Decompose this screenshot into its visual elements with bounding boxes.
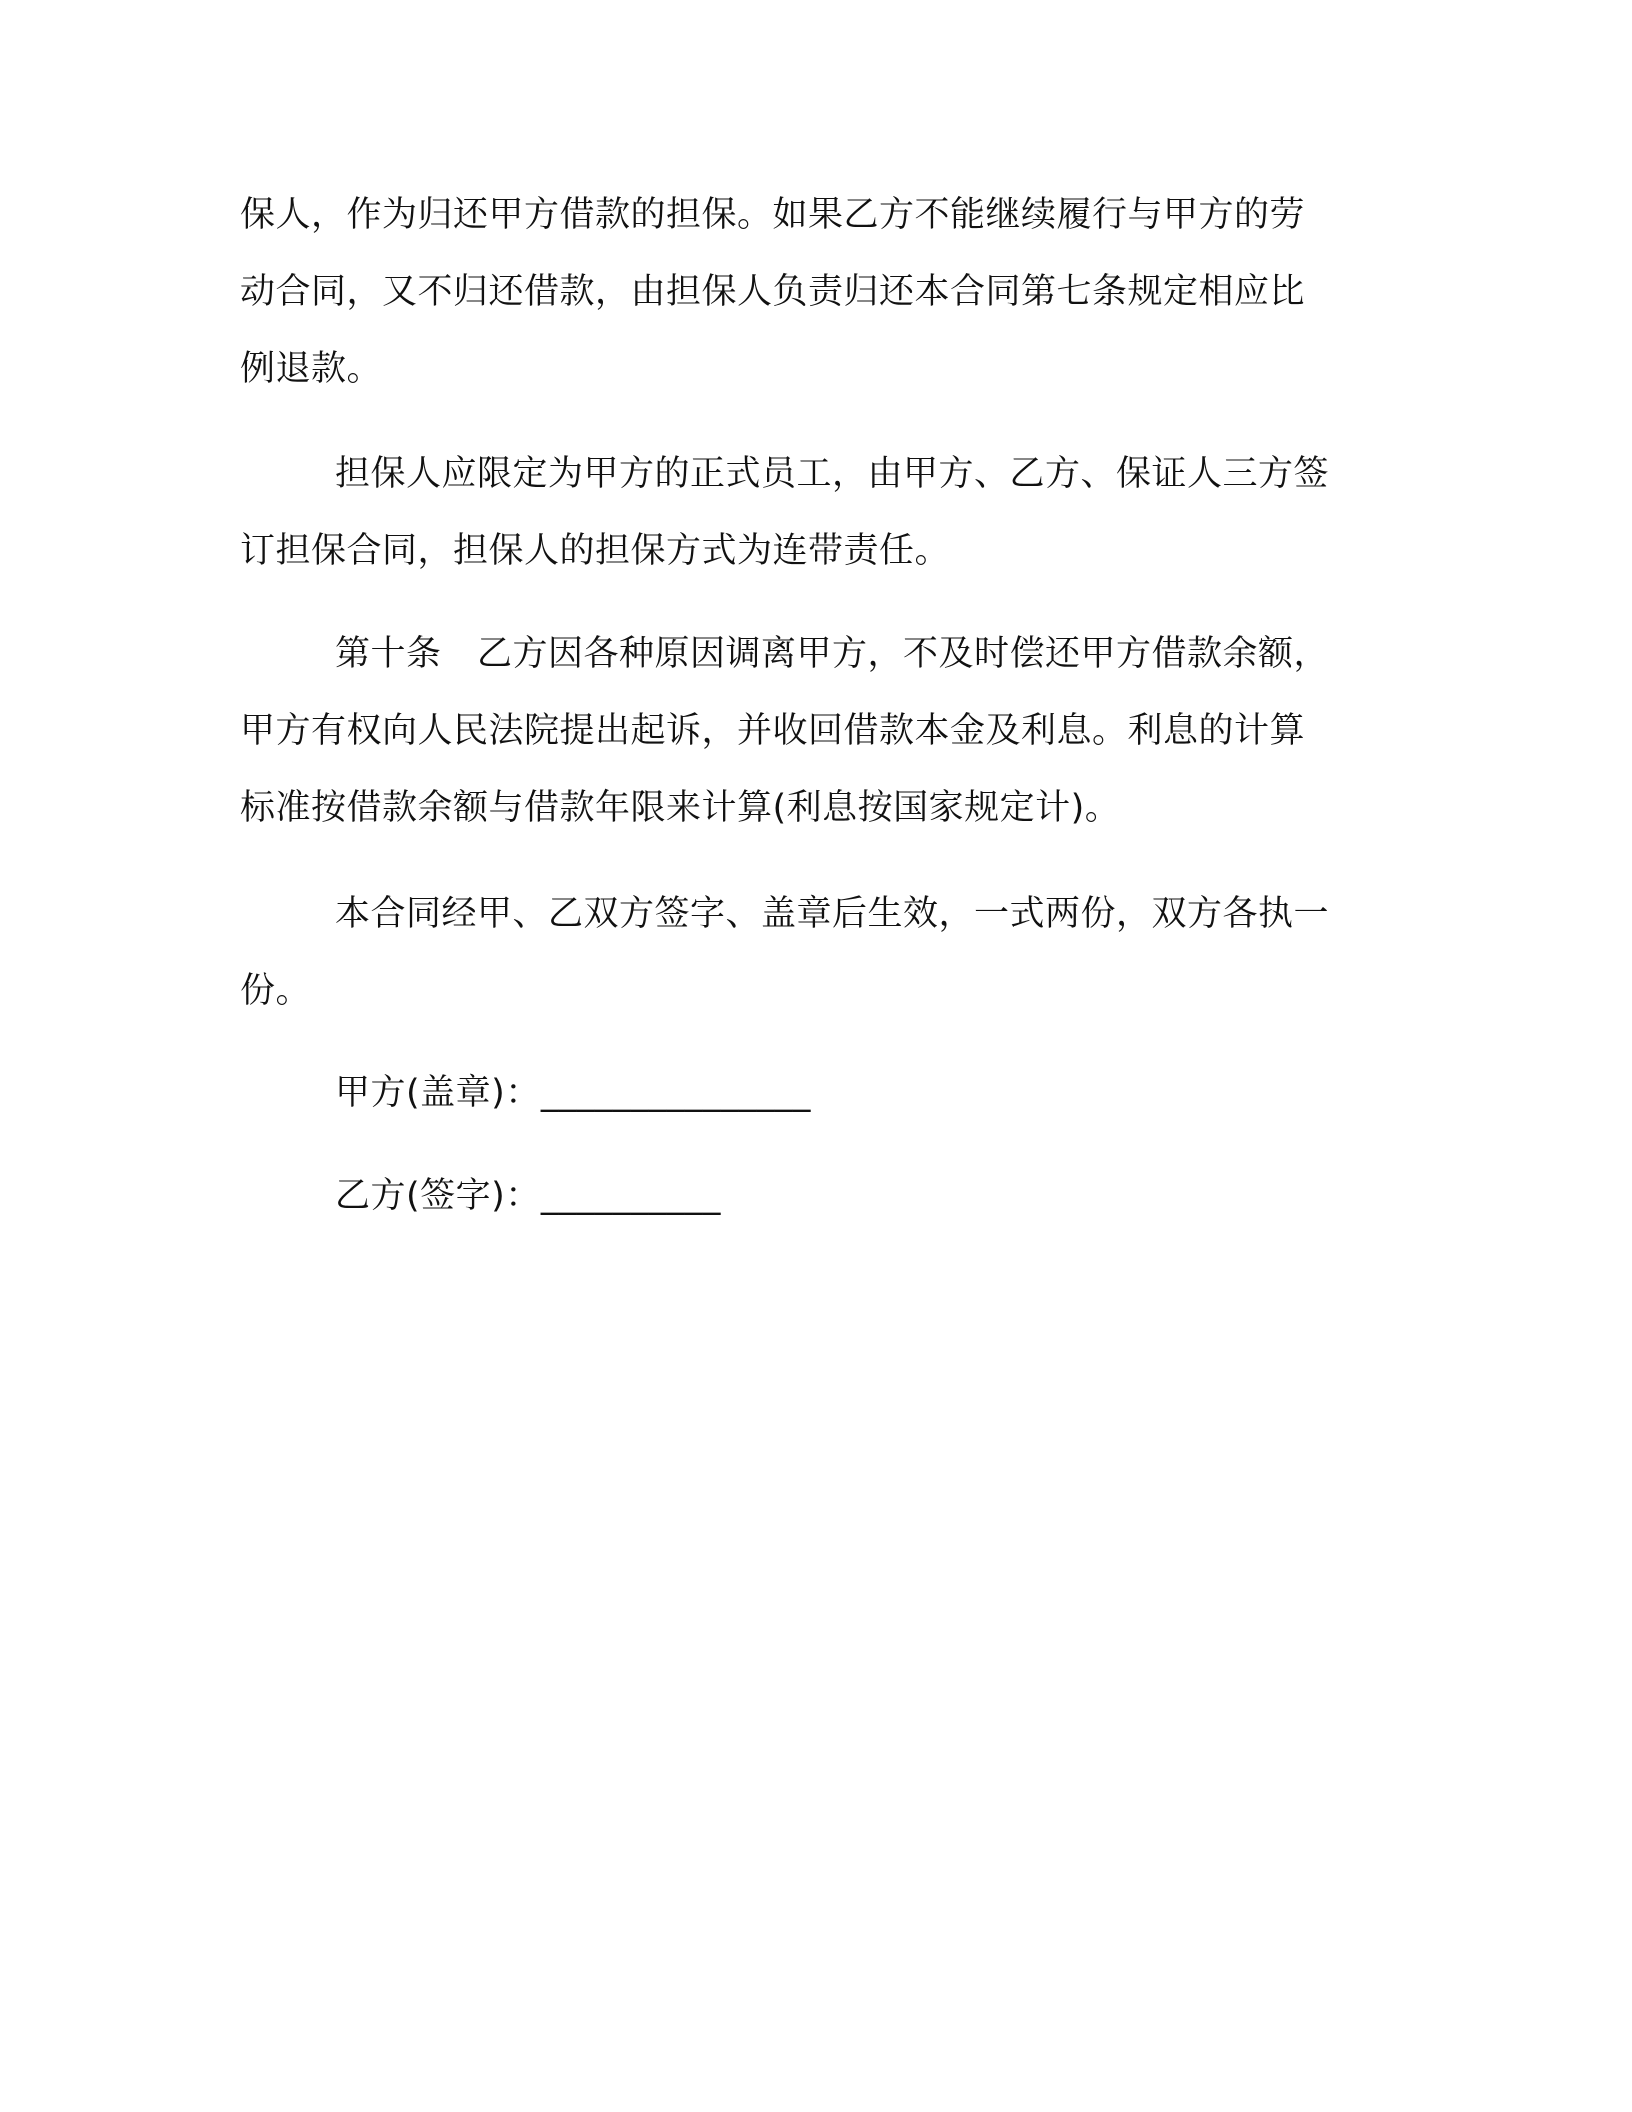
paragraph-line: 保人，作为归还甲方借款的担保。如果乙方不能继续履行与甲方的劳 <box>240 195 1306 235</box>
paragraph-line: 甲方有权向人民法院提出起诉，并收回借款本金及利息。利息的计算 <box>240 711 1306 751</box>
paragraph-line: 标准按借款余额与借款年限来计算(利息按国家规定计)。 <box>240 788 1121 828</box>
paragraph-line: 例退款。 <box>240 349 383 389</box>
paragraph-guarantor-requirement <box>240 436 1390 590</box>
paragraph-line: 第十条 乙方因各种原因调离甲方，不及时偿还甲方借款余额， <box>335 634 1330 674</box>
paragraph-line: 动合同，又不归还借款，由担保人负责归还本合同第七条规定相应比 <box>240 272 1306 312</box>
party-a-signature-blank[interactable]: _______________ <box>540 1073 811 1113</box>
paragraph-line: 担保人应限定为甲方的正式员工，由甲方、乙方、保证人三方签 <box>335 454 1330 494</box>
party-b-label: 乙方(签字)： <box>335 1176 541 1216</box>
signature-party-b <box>240 1158 1390 1235</box>
signature-party-a <box>240 1055 1390 1132</box>
paragraph-effectiveness <box>240 876 1390 1030</box>
party-a-label: 甲方(盖章)： <box>335 1073 541 1113</box>
paragraph-line: 份。 <box>240 971 312 1011</box>
paragraph-line: 订担保合同，担保人的担保方式为连带责任。 <box>240 531 951 571</box>
paragraph-guarantor-clause <box>240 177 1390 408</box>
signature-line <box>240 1055 1390 1132</box>
signature-line <box>240 1158 1390 1235</box>
paragraph-article-ten <box>240 616 1390 847</box>
paragraph-line: 本合同经甲、乙双方签字、盖章后生效，一式两份，双方各执一 <box>335 894 1330 934</box>
party-b-signature-blank[interactable]: __________ <box>540 1176 721 1216</box>
